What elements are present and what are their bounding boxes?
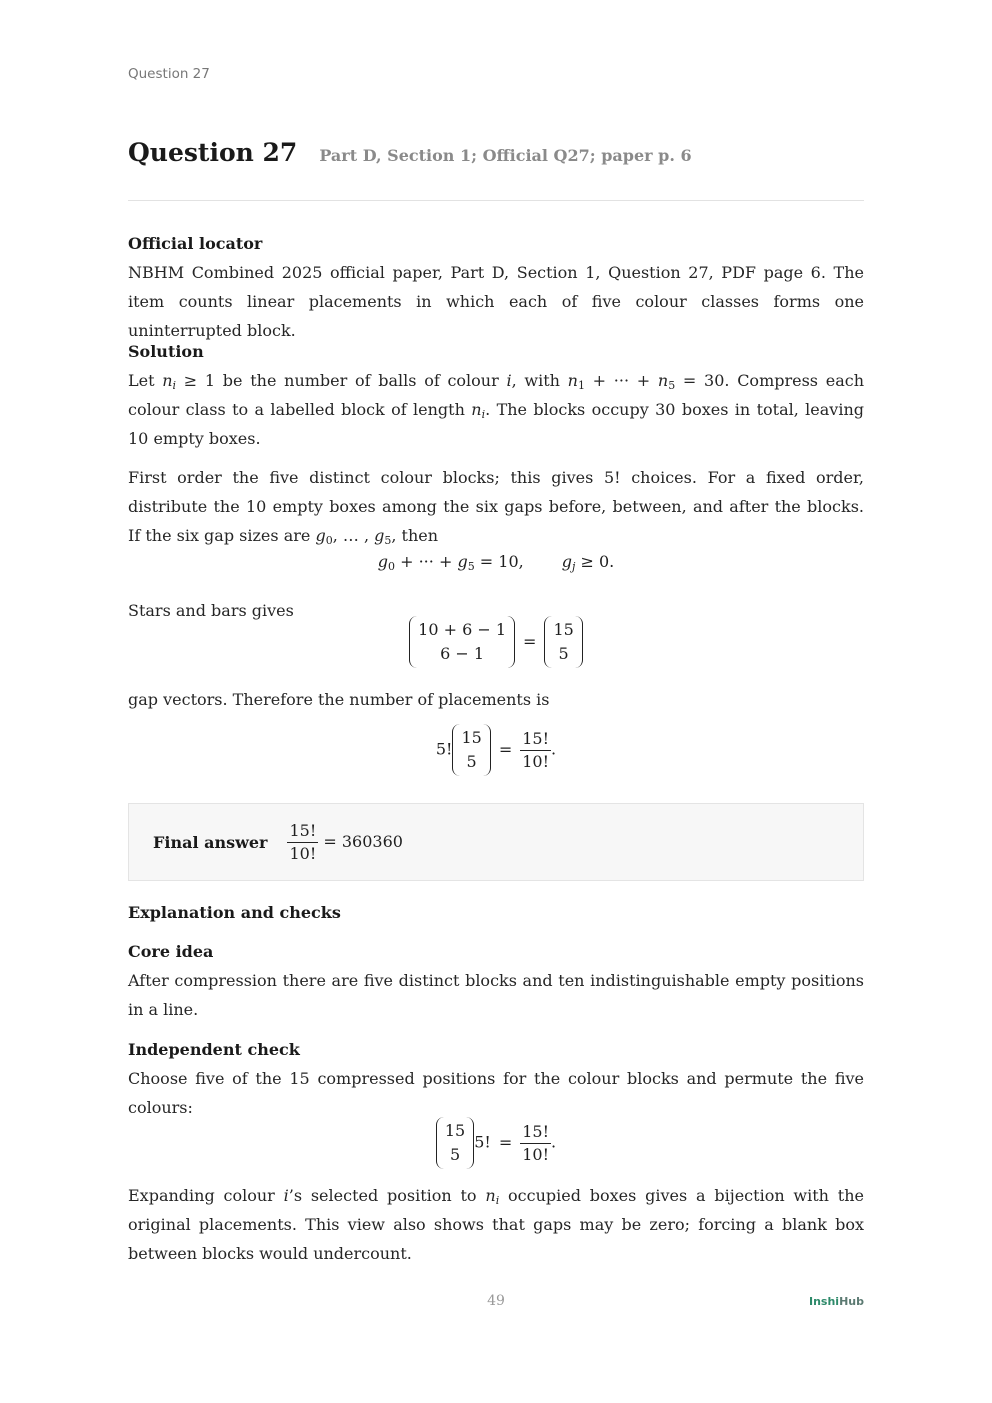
check-equation: 15 5 5! = $\frac{15!}{10!}$ .: [128, 1117, 864, 1169]
core-idea-text: After compression there are five distinct blocks and ten indistinguishable empty positions in a line.: [128, 971, 864, 1019]
explanation-section: [128, 903, 864, 1122]
locator-heading: Official locator: [128, 234, 263, 253]
core-idea-heading: Core idea: [128, 942, 214, 961]
final-answer-box: [128, 803, 864, 881]
gap-vectors-text: gap vectors. Therefore the number of placements is: [128, 690, 550, 709]
final-answer-label: Final answer: [153, 832, 268, 852]
question-title-main: Question 27: [128, 138, 298, 167]
independent-check-text: Choose five of the 15 compressed positions for the colour blocks and permute the five colours:: [128, 1069, 864, 1117]
solution-section: [128, 342, 864, 550]
brand-logo: InshiHub: [809, 1295, 864, 1308]
solution-heading: Solution: [128, 342, 204, 361]
placements-equation: 5! 15 5 = $\frac{15!}{10!}$ .: [128, 724, 864, 776]
solution-para-1: Let $n_i \ge 1$ be the number of balls of colour i, with $n_1$ + ··· + $n_5 = 30$. Compress each colour class to a labelled block of length $n_i$. The blocks occupy 30 boxes in total, leaving 10 empty boxes.: [128, 371, 864, 448]
final-answer-value: $\frac{15!}{10!}$ = 360360: [289, 820, 403, 863]
locator-text: NBHM Combined 2025 official paper, Part D, Section 1, Question 27, PDF page 6. The item counts linear placements in which each of five colour classes forms one uninterrupted block.: [128, 263, 864, 340]
title-divider: [128, 200, 864, 201]
independent-check-heading: Independent check: [128, 1040, 300, 1059]
binomial-equation: 10 + 6 − 1 6 − 1 = 15 5: [128, 616, 864, 668]
running-head: Question 27: [128, 66, 210, 82]
locator-section: [128, 234, 864, 345]
explanation-heading: Explanation and checks: [128, 903, 341, 922]
bijection-paragraph: Expanding colour i’s selected position to $n_i$ occupied boxes gives a bijection with the original placements. This view also shows that gaps may be zero; forcing a blank box between blocks would undercount.: [128, 1186, 864, 1263]
gap-sum-equation: $g_0$ + ··· + $g_5 = 10$, $g_j \ge 0$.: [377, 552, 615, 573]
question-title: [128, 138, 864, 167]
question-title-sub: Part D, Section 1; Official Q27; paper p. 6: [319, 146, 692, 165]
stars-bars-intro: Stars and bars gives: [128, 601, 294, 620]
solution-para-2: First order the five distinct colour blocks; this gives 5! choices. For a fixed order, distribute the 10 empty boxes among the six gaps before, between, and after the blocks. If the six gap sizes are $g_0$, … , $g_5$, then: [128, 468, 864, 547]
page-number: 49: [487, 1293, 505, 1309]
